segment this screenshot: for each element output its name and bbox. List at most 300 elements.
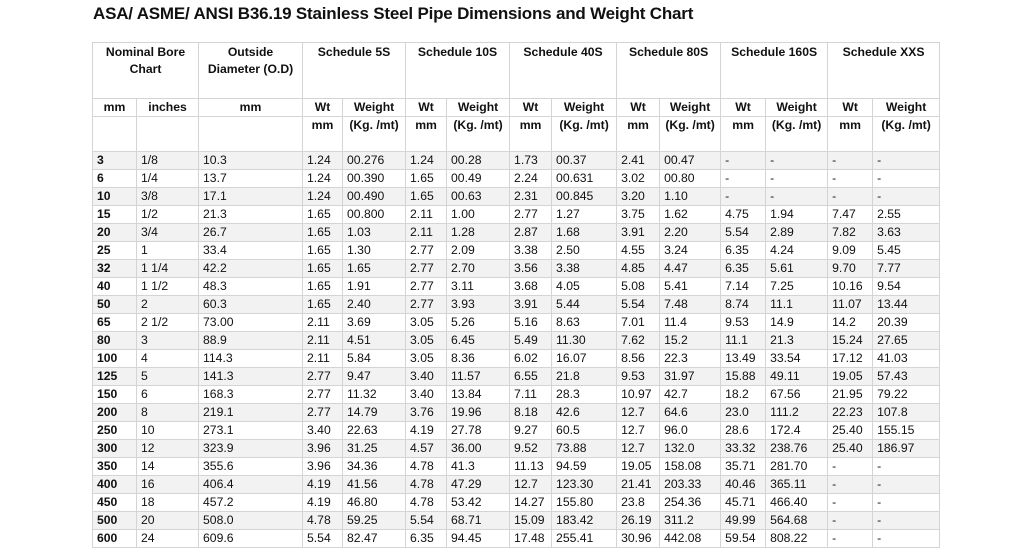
unit-cell-empty: [93, 117, 137, 152]
table-cell: 2.11: [303, 314, 343, 332]
table-cell: 60.3: [199, 296, 303, 314]
cell-size-mm: 32: [93, 260, 137, 278]
table-cell: 26.19: [617, 512, 660, 530]
table-row: [93, 188, 940, 206]
table-cell: 33.4: [199, 242, 303, 260]
cell-size-inches: 1 1/4: [137, 260, 199, 278]
table-cell: 2.70: [447, 260, 510, 278]
cell-size-inches: 6: [137, 386, 199, 404]
table-cell: 2.89: [766, 224, 828, 242]
unit-label-weight-kg-per-mt: (Kg. /mt): [343, 117, 406, 152]
table-cell: 1.24: [406, 152, 447, 170]
table-cell: 1.73: [510, 152, 552, 170]
table-cell: 2.11: [303, 350, 343, 368]
table-cell: 11.30: [552, 332, 617, 350]
table-cell: -: [828, 458, 873, 476]
table-cell: -: [828, 152, 873, 170]
table-cell: 4.78: [406, 476, 447, 494]
table-cell: 141.3: [199, 368, 303, 386]
table-cell: 7.62: [617, 332, 660, 350]
table-cell: 2.55: [873, 206, 940, 224]
table-body: [93, 152, 940, 548]
cell-size-inches: 10: [137, 422, 199, 440]
table-cell: 1.24: [303, 170, 343, 188]
cell-size-inches: 20: [137, 512, 199, 530]
schedule-40s-header: Schedule 40S: [510, 43, 617, 99]
table-cell: 1.27: [552, 206, 617, 224]
column-header-weight: Weight: [766, 99, 828, 117]
table-row: [93, 404, 940, 422]
table-cell: 00.276: [343, 152, 406, 170]
table-cell: 1.24: [303, 152, 343, 170]
cell-size-inches: 3: [137, 332, 199, 350]
cell-size-mm: 350: [93, 458, 137, 476]
table-row: [93, 260, 940, 278]
column-header-mm: mm: [93, 99, 137, 117]
table-cell: 5.49: [510, 332, 552, 350]
table-cell: 1.65: [406, 170, 447, 188]
table-cell: 11.1: [721, 332, 766, 350]
table-cell: 3.20: [617, 188, 660, 206]
table-row: [93, 242, 940, 260]
cell-size-inches: 5: [137, 368, 199, 386]
unit-cell-empty: [199, 117, 303, 152]
table-cell: 4.19: [406, 422, 447, 440]
table-cell: 5.08: [617, 278, 660, 296]
table-cell: 82.47: [343, 530, 406, 548]
table-cell: 60.5: [552, 422, 617, 440]
table-cell: 00.390: [343, 170, 406, 188]
table-cell: 68.71: [447, 512, 510, 530]
table-cell: 4.47: [660, 260, 721, 278]
table-cell: 11.1: [766, 296, 828, 314]
header-row-groups: [93, 43, 940, 99]
table-cell: 4.19: [303, 494, 343, 512]
table-cell: -: [873, 476, 940, 494]
table-cell: 4.57: [406, 440, 447, 458]
table-cell: 5.54: [721, 224, 766, 242]
table-cell: 3.69: [343, 314, 406, 332]
table-cell: 1.00: [447, 206, 510, 224]
table-cell: 17.12: [828, 350, 873, 368]
table-cell: 41.3: [447, 458, 510, 476]
table-cell: 16.07: [552, 350, 617, 368]
table-cell: 33.54: [766, 350, 828, 368]
table-row: [93, 422, 940, 440]
table-cell: 3.11: [447, 278, 510, 296]
unit-label-weight-kg-per-mt: (Kg. /mt): [873, 117, 940, 152]
table-cell: 25.40: [828, 440, 873, 458]
cell-size-mm: 150: [93, 386, 137, 404]
table-cell: 13.7: [199, 170, 303, 188]
table-cell: 48.3: [199, 278, 303, 296]
table-cell: 19.05: [828, 368, 873, 386]
table-cell: 25.40: [828, 422, 873, 440]
table-cell: 111.2: [766, 404, 828, 422]
table-cell: 273.1: [199, 422, 303, 440]
table-cell: 2.77: [303, 368, 343, 386]
table-cell: 21.41: [617, 476, 660, 494]
table-cell: -: [873, 170, 940, 188]
table-cell: 9.70: [828, 260, 873, 278]
table-cell: 00.845: [552, 188, 617, 206]
table-cell: 57.43: [873, 368, 940, 386]
table-cell: 27.65: [873, 332, 940, 350]
table-cell: 21.3: [199, 206, 303, 224]
table-cell: 10.97: [617, 386, 660, 404]
table-cell: 11.57: [447, 368, 510, 386]
table-cell: 219.1: [199, 404, 303, 422]
table-cell: 5.16: [510, 314, 552, 332]
table-cell: 34.36: [343, 458, 406, 476]
schedule-10s-header: Schedule 10S: [406, 43, 510, 99]
table-cell: 23.8: [617, 494, 660, 512]
cell-size-inches: 4: [137, 350, 199, 368]
table-cell: -: [828, 170, 873, 188]
table-cell: 3.05: [406, 332, 447, 350]
table-cell: 1.28: [447, 224, 510, 242]
table-cell: 49.99: [721, 512, 766, 530]
table-cell: -: [828, 494, 873, 512]
table-cell: -: [828, 512, 873, 530]
table-cell: -: [873, 458, 940, 476]
table-cell: 114.3: [199, 350, 303, 368]
table-cell: 3.75: [617, 206, 660, 224]
table-cell: 2.20: [660, 224, 721, 242]
table-cell: -: [721, 188, 766, 206]
column-header-weight: Weight: [447, 99, 510, 117]
table-row: [93, 296, 940, 314]
unit-label-weight-kg-per-mt: (Kg. /mt): [660, 117, 721, 152]
schedule-xxs-header: Schedule XXS: [828, 43, 940, 99]
table-cell: 88.9: [199, 332, 303, 350]
table-cell: 442.08: [660, 530, 721, 548]
table-cell: 2.77: [406, 296, 447, 314]
table-cell: 00.63: [447, 188, 510, 206]
cell-size-inches: 2 1/2: [137, 314, 199, 332]
cell-size-inches: 3/8: [137, 188, 199, 206]
table-cell: 22.63: [343, 422, 406, 440]
table-cell: 7.25: [766, 278, 828, 296]
table-cell: 9.27: [510, 422, 552, 440]
cell-size-mm: 20: [93, 224, 137, 242]
header-row-units: [93, 117, 940, 152]
table-cell: 15.2: [660, 332, 721, 350]
table-cell: 00.37: [552, 152, 617, 170]
table-cell: 8.18: [510, 404, 552, 422]
table-cell: 21.3: [766, 332, 828, 350]
table-cell: 94.59: [552, 458, 617, 476]
cell-size-mm: 6: [93, 170, 137, 188]
table-cell: 2.11: [406, 224, 447, 242]
table-cell: 4.78: [406, 458, 447, 476]
table-cell: 14.27: [510, 494, 552, 512]
cell-size-mm: 300: [93, 440, 137, 458]
table-cell: 808.22: [766, 530, 828, 548]
table-cell: 3.68: [510, 278, 552, 296]
table-cell: 186.97: [873, 440, 940, 458]
schedule-80s-header: Schedule 80S: [617, 43, 721, 99]
table-cell: 20.39: [873, 314, 940, 332]
table-cell: 5.54: [617, 296, 660, 314]
table-cell: 46.80: [343, 494, 406, 512]
table-cell: 14.2: [828, 314, 873, 332]
table-cell: 4.51: [343, 332, 406, 350]
table-cell: 36.00: [447, 440, 510, 458]
unit-cell-empty: [137, 117, 199, 152]
page-title: ASA/ ASME/ ANSI B36.19 Stainless Steel Pipe Dimensions and Weight Chart: [93, 4, 694, 23]
table-cell: 2.09: [447, 242, 510, 260]
table-row: [93, 530, 940, 548]
cell-size-mm: 200: [93, 404, 137, 422]
table-cell: -: [828, 476, 873, 494]
table-cell: 6.45: [447, 332, 510, 350]
table-cell: 4.85: [617, 260, 660, 278]
table-cell: 9.47: [343, 368, 406, 386]
table-cell: 7.14: [721, 278, 766, 296]
cell-size-inches: 24: [137, 530, 199, 548]
table-cell: 00.28: [447, 152, 510, 170]
table-cell: 1.65: [343, 260, 406, 278]
table-cell: 2.77: [303, 404, 343, 422]
table-cell: 365.11: [766, 476, 828, 494]
table-cell: 5.84: [343, 350, 406, 368]
table-cell: 1.68: [552, 224, 617, 242]
table-cell: 172.4: [766, 422, 828, 440]
table-cell: -: [721, 170, 766, 188]
unit-label-weight-kg-per-mt: (Kg. /mt): [766, 117, 828, 152]
table-cell: 3.93: [447, 296, 510, 314]
table-cell: 3.40: [406, 368, 447, 386]
table-cell: 2.77: [510, 206, 552, 224]
table-cell: 5.26: [447, 314, 510, 332]
table-cell: 1.65: [303, 242, 343, 260]
table-cell: 203.33: [660, 476, 721, 494]
cell-size-inches: 18: [137, 494, 199, 512]
table-row: [93, 224, 940, 242]
table-cell: 323.9: [199, 440, 303, 458]
table-cell: 9.09: [828, 242, 873, 260]
table-row: [93, 332, 940, 350]
table-cell: 1.65: [303, 278, 343, 296]
table-cell: 6.02: [510, 350, 552, 368]
table-cell: 67.56: [766, 386, 828, 404]
column-header-wt: Wt: [721, 99, 766, 117]
table-cell: 9.54: [873, 278, 940, 296]
cell-size-inches: 1/2: [137, 206, 199, 224]
table-cell: 5.44: [552, 296, 617, 314]
table-row: [93, 368, 940, 386]
table-cell: 5.45: [873, 242, 940, 260]
table-cell: 31.25: [343, 440, 406, 458]
column-header-wt: Wt: [510, 99, 552, 117]
table-cell: -: [873, 494, 940, 512]
unit-label-wt-mm: mm: [828, 117, 873, 152]
table-cell: 10.16: [828, 278, 873, 296]
table-cell: 168.3: [199, 386, 303, 404]
table-cell: 6.55: [510, 368, 552, 386]
table-cell: 27.78: [447, 422, 510, 440]
table-cell: -: [828, 530, 873, 548]
table-cell: -: [766, 188, 828, 206]
table-cell: 3.76: [406, 404, 447, 422]
cell-size-mm: 65: [93, 314, 137, 332]
table-cell: 30.96: [617, 530, 660, 548]
cell-size-mm: 25: [93, 242, 137, 260]
cell-size-inches: 2: [137, 296, 199, 314]
table-cell: 3.05: [406, 350, 447, 368]
cell-size-mm: 40: [93, 278, 137, 296]
table-cell: 466.40: [766, 494, 828, 512]
table-row: [93, 350, 940, 368]
table-cell: -: [766, 152, 828, 170]
table-cell: 1.65: [303, 296, 343, 314]
column-header-wt: Wt: [617, 99, 660, 117]
table-cell: 8.56: [617, 350, 660, 368]
cell-size-mm: 600: [93, 530, 137, 548]
table-cell: 6.35: [721, 242, 766, 260]
table-cell: 564.68: [766, 512, 828, 530]
table-cell: 15.88: [721, 368, 766, 386]
table-cell: 35.71: [721, 458, 766, 476]
table-cell: 00.49: [447, 170, 510, 188]
table-cell: 123.30: [552, 476, 617, 494]
table-cell: 42.6: [552, 404, 617, 422]
table-cell: 22.3: [660, 350, 721, 368]
table-row: [93, 440, 940, 458]
table-cell: 3.91: [617, 224, 660, 242]
table-cell: 00.631: [552, 170, 617, 188]
table-cell: -: [766, 170, 828, 188]
column-header-weight: Weight: [873, 99, 940, 117]
column-header-wt: Wt: [303, 99, 343, 117]
table-row: [93, 458, 940, 476]
table-cell: 3.63: [873, 224, 940, 242]
table-cell: 2.77: [406, 242, 447, 260]
table-cell: -: [828, 188, 873, 206]
cell-size-inches: 16: [137, 476, 199, 494]
table-cell: 2.77: [406, 278, 447, 296]
table-cell: 64.6: [660, 404, 721, 422]
table-row: [93, 512, 940, 530]
table-cell: 17.48: [510, 530, 552, 548]
unit-label-wt-mm: mm: [617, 117, 660, 152]
table-cell: 3.38: [510, 242, 552, 260]
table-row: [93, 314, 940, 332]
table-cell: 5.54: [406, 512, 447, 530]
table-cell: 1.24: [303, 188, 343, 206]
table-cell: 59.25: [343, 512, 406, 530]
table-cell: 11.13: [510, 458, 552, 476]
table-cell: 3.02: [617, 170, 660, 188]
table-cell: 2.77: [303, 386, 343, 404]
table-cell: 21.95: [828, 386, 873, 404]
table-row: [93, 386, 940, 404]
cell-size-mm: 500: [93, 512, 137, 530]
table-cell: 5.61: [766, 260, 828, 278]
table-cell: 7.47: [828, 206, 873, 224]
table-cell: 8.36: [447, 350, 510, 368]
table-cell: 11.07: [828, 296, 873, 314]
outside-diameter-header: Outside Diameter (O.D): [199, 43, 303, 99]
unit-label-wt-mm: mm: [303, 117, 343, 152]
table-cell: 508.0: [199, 512, 303, 530]
table-cell: 73.88: [552, 440, 617, 458]
unit-label-wt-mm: mm: [406, 117, 447, 152]
header-row-columns: [93, 99, 940, 117]
table-cell: 17.1: [199, 188, 303, 206]
table-cell: 281.70: [766, 458, 828, 476]
table-cell: 3.40: [406, 386, 447, 404]
table-cell: 4.75: [721, 206, 766, 224]
table-cell: 2.31: [510, 188, 552, 206]
table-cell: -: [721, 152, 766, 170]
table-cell: 11.32: [343, 386, 406, 404]
table-cell: 238.76: [766, 440, 828, 458]
cell-size-inches: 3/4: [137, 224, 199, 242]
cell-size-mm: 400: [93, 476, 137, 494]
cell-size-mm: 3: [93, 152, 137, 170]
table-cell: 10.3: [199, 152, 303, 170]
table-cell: 107.8: [873, 404, 940, 422]
table-cell: 4.78: [406, 494, 447, 512]
table-cell: 40.46: [721, 476, 766, 494]
table-cell: 00.80: [660, 170, 721, 188]
table-cell: 5.54: [303, 530, 343, 548]
schedule-160s-header: Schedule 160S: [721, 43, 828, 99]
table-row: [93, 278, 940, 296]
table-cell: 4.55: [617, 242, 660, 260]
table-cell: 7.82: [828, 224, 873, 242]
table-row: [93, 170, 940, 188]
table-cell: 155.80: [552, 494, 617, 512]
table-cell: 94.45: [447, 530, 510, 548]
table-cell: 47.29: [447, 476, 510, 494]
table-cell: 42.2: [199, 260, 303, 278]
cell-size-inches: 1/4: [137, 170, 199, 188]
table-cell: 1.65: [303, 224, 343, 242]
column-header-wt: Wt: [828, 99, 873, 117]
table-cell: 7.77: [873, 260, 940, 278]
table-cell: 1.91: [343, 278, 406, 296]
table-cell: 3.38: [552, 260, 617, 278]
column-header-wt: Wt: [406, 99, 447, 117]
table-cell: 15.24: [828, 332, 873, 350]
table-cell: 14.79: [343, 404, 406, 422]
table-cell: 12.7: [617, 404, 660, 422]
table-cell: 3.40: [303, 422, 343, 440]
table-cell: 3.91: [510, 296, 552, 314]
table-cell: 96.0: [660, 422, 721, 440]
table-cell: 53.42: [447, 494, 510, 512]
table-cell: 9.52: [510, 440, 552, 458]
table-cell: 1.94: [766, 206, 828, 224]
table-cell: 2.11: [303, 332, 343, 350]
table-cell: -: [873, 152, 940, 170]
table-cell: 23.0: [721, 404, 766, 422]
unit-label-weight-kg-per-mt: (Kg. /mt): [447, 117, 510, 152]
cell-size-inches: 8: [137, 404, 199, 422]
table-cell: 1.65: [303, 260, 343, 278]
cell-size-mm: 80: [93, 332, 137, 350]
table-cell: 1.30: [343, 242, 406, 260]
table-row: [93, 152, 940, 170]
table-cell: 19.96: [447, 404, 510, 422]
table-cell: 7.48: [660, 296, 721, 314]
table-cell: 8.74: [721, 296, 766, 314]
table-cell: 2.11: [406, 206, 447, 224]
table-cell: 6.35: [721, 260, 766, 278]
